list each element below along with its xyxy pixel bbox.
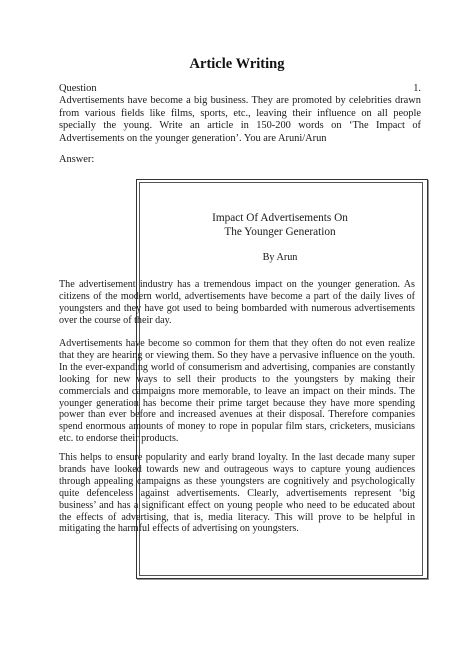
question-number: 1.: [413, 83, 421, 94]
question-text: Advertisements have become a big business. They are promoted by celebrities drawn from various fields like films, sports, etc., leaving their influence on all people specially the young. Write an article in 150-200 words on ‘The Impact of Advertisements on the younger generation’. You are Aruni/Arun: [59, 95, 421, 144]
essay-paragraph-3: This helps to ensure popularity and early brand loyalty. In the last decade many super brands have looked towards new and outrageous ways to capture young audiences through appealing campaigns as these youngsters are cognitively and psychologically quite defenceless against advertisements. Clearly, advertisements represent ‘big business’ and has a significant effect on young people who need to be educated about the effects of advertising, that is, media literacy. This will prove to be helpful in mitigating the harmful effects of advertising on youngsters.: [59, 452, 415, 535]
essay-title-line-1: Impact Of Advertisements On: [212, 212, 348, 224]
page-title: Article Writing: [189, 56, 285, 72]
essay-paragraph-2: Advertisements have become so common for them that they often do not even realize that they are hearing or viewing them. So they have a pervasive influence on the youth. In the ever-expanding world of consumerism and advertising, companies are constantly looking for new ways to sell their products to the youngsters by making their commercials and campaigns more memorable, to leave an impact on their minds. The younger generation has become their prime target because they have more spending power than ever before and increased avenues at their disposal. Therefore companies spend enormous amounts of money to rope in popular film stars, cricketers, musicians etc. to endorse their products.: [59, 338, 415, 445]
question-block: [59, 83, 421, 145]
essay-byline: By Arun: [262, 252, 298, 263]
answer-label: Answer:: [59, 154, 95, 165]
question-header: [59, 83, 421, 95]
essay-title: [140, 211, 420, 239]
essay-title-line-2: The Younger Generation: [224, 226, 336, 238]
question-label: Question: [59, 83, 97, 94]
essay-paragraph-1: The advertisement industry has a tremendous impact on the younger generation. As citizens of the modern world, advertisements have become a part of the daily lives of youngsters and they have got used to being bombarded with numerous advertisements over the course of their day.: [59, 279, 415, 326]
